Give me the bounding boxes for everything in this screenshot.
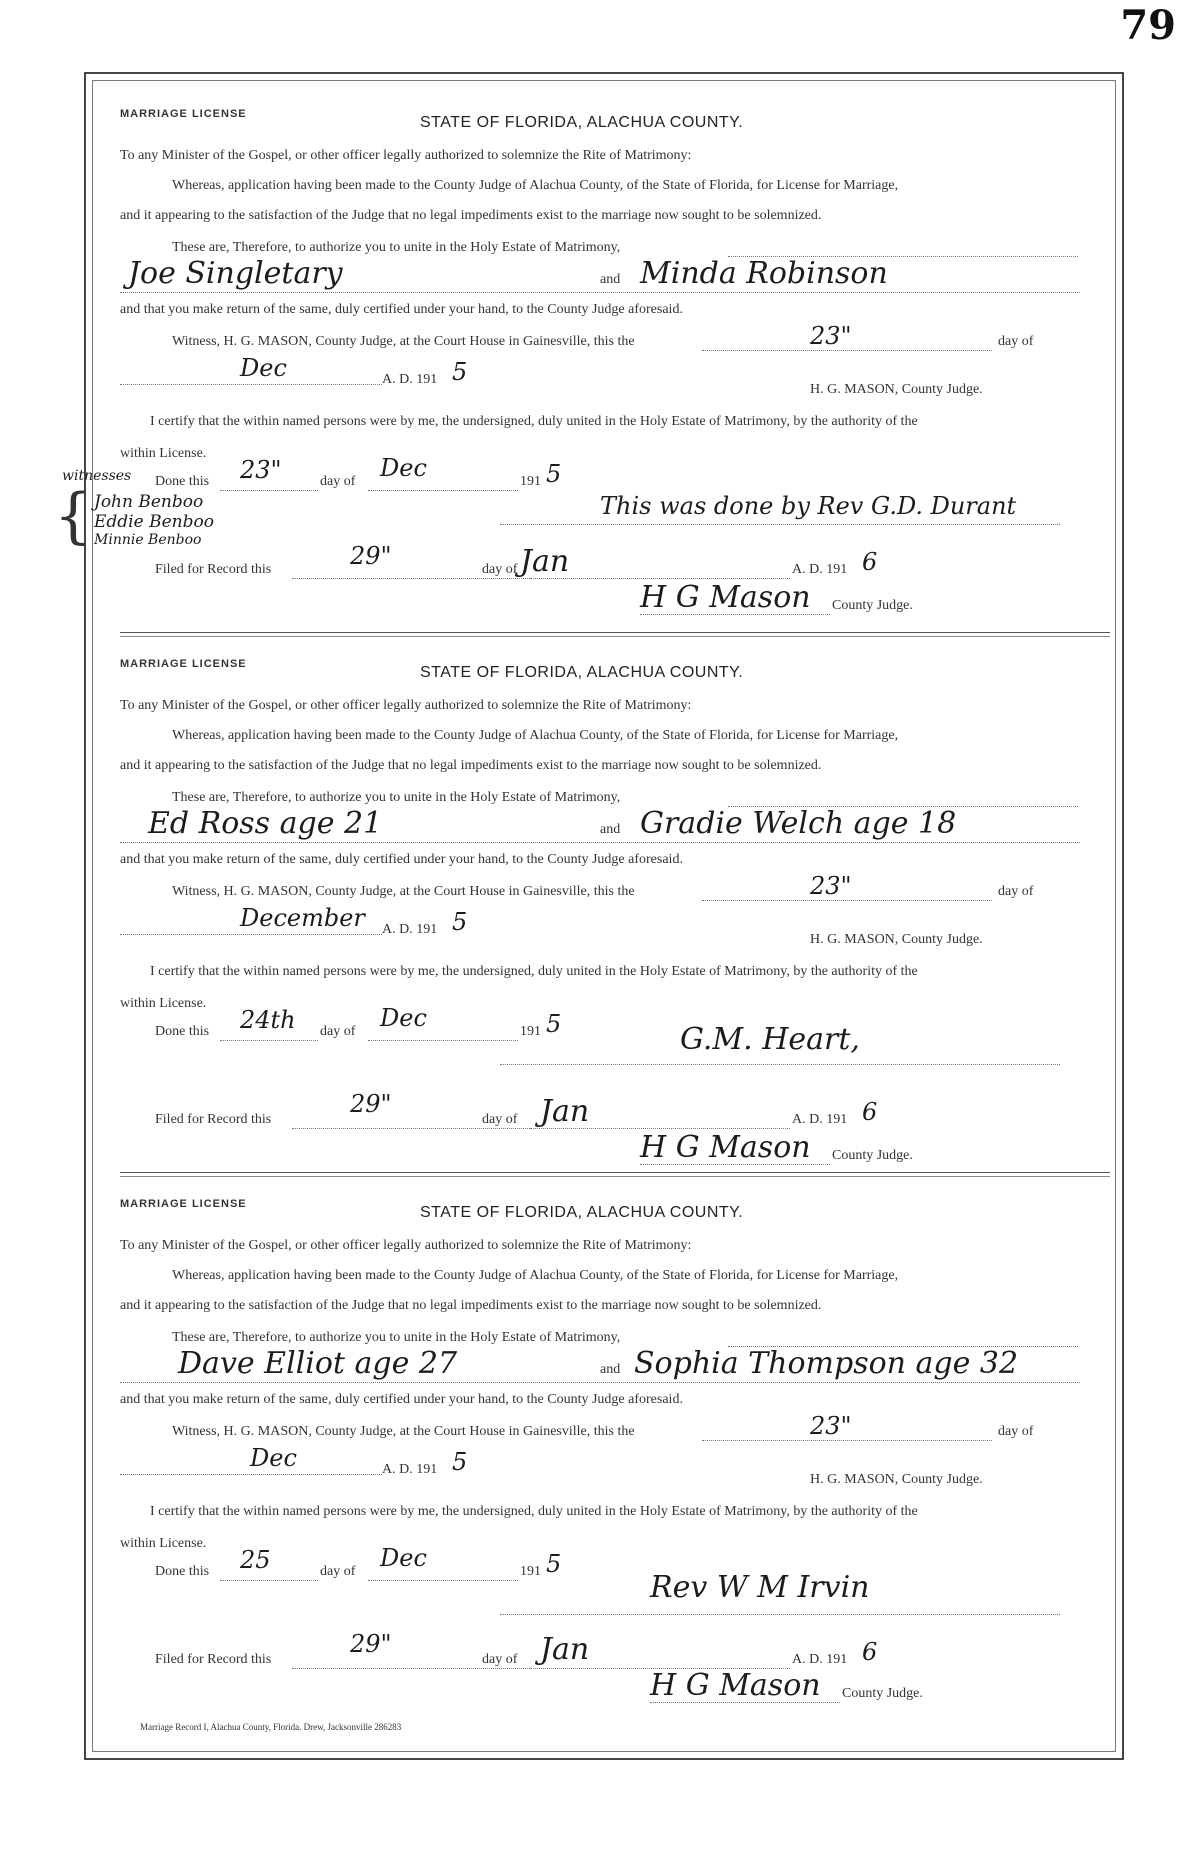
witness-year: 5 [452, 908, 468, 936]
appearing-line: and it appearing to the satisfaction of the Judge that no legal impediments exist to the marriage now sought to be solemnized. [120, 758, 822, 773]
these-are-line: These are, Therefore, to authorize you to unite in the Holy Estate of Matrimony, [172, 1330, 621, 1345]
witness-line: Witness, H. G. MASON, County Judge, at the Court House in Gainesville, this the [172, 1424, 635, 1439]
filed-month: Jan [540, 1632, 590, 1667]
witness-month: Dec [250, 1444, 297, 1472]
dotted-line [500, 1614, 1060, 1615]
dotted-line [220, 1580, 318, 1581]
names-line [120, 292, 1080, 293]
and-label: and [600, 1362, 621, 1377]
within-license: within License. [120, 1536, 207, 1551]
address-line: To any Minister of the Gospel, or other officer legally authorized to solemnize the Rite of Matrimony: [120, 148, 692, 163]
done-year: 5 [546, 1550, 562, 1578]
record-divider [120, 1172, 1110, 1177]
groom-name: Dave Elliot age 27 [178, 1346, 458, 1381]
done-day: 23" [240, 456, 282, 484]
ad-label: A. D. 191 [382, 922, 438, 937]
filed-year: 6 [862, 548, 878, 576]
filed-year: 6 [862, 1098, 878, 1126]
witness-name: Minnie Benboo [94, 532, 202, 548]
dotted-line [220, 490, 318, 491]
officiant-signature: G.M. Heart, [680, 1022, 860, 1057]
county-judge-label: County Judge. [832, 598, 913, 613]
county-judge-label: County Judge. [842, 1686, 923, 1701]
day-of-label: day of [320, 474, 356, 489]
filed-month: Jan [520, 544, 570, 579]
county-judge-label: County Judge. [832, 1148, 913, 1163]
bride-name: Sophia Thompson age 32 [634, 1346, 1019, 1381]
done-this-label: Done this [155, 474, 210, 489]
filed-year: 6 [862, 1638, 878, 1666]
filed-label: Filed for Record this [155, 1652, 272, 1667]
footer-imprint: Marriage Record I, Alachua County, Florida. Drew, Jacksonville 286283 [140, 1722, 402, 1732]
witnesses-label: witnesses [62, 468, 132, 484]
filed-month: Jan [540, 1094, 590, 1129]
done-month: Dec [380, 1544, 427, 1572]
witness-line: Witness, H. G. MASON, County Judge, at the Court House in Gainesville, this the [172, 334, 635, 349]
dotted-line [640, 1164, 830, 1165]
day-of-label: day of [998, 334, 1034, 349]
return-line: and that you make return of the same, duly certified under your hand, to the County Judge aforesaid. [120, 1392, 683, 1407]
filed-day: 29" [350, 542, 392, 570]
whereas-line: Whereas, application having been made to the County Judge of Alachua County, of the State of Florida, for License for Marriage, [172, 178, 899, 193]
witness-line: Witness, H. G. MASON, County Judge, at the Court House in Gainesville, this the [172, 884, 635, 899]
year-label: 191 [520, 1024, 541, 1039]
marriage-license-2 [120, 646, 1080, 1186]
dotted-line [120, 934, 382, 935]
ad-label: A. D. 191 [792, 562, 848, 577]
witness-name: John Benboo [94, 492, 204, 512]
dotted-line [702, 350, 992, 351]
dotted-line [368, 1580, 518, 1581]
ad-label: A. D. 191 [792, 1652, 848, 1667]
bride-name: Gradie Welch age 18 [640, 806, 957, 841]
witness-name: Eddie Benboo [94, 512, 214, 532]
page-number: 79 [1120, 2, 1176, 49]
filed-day: 29" [350, 1630, 392, 1658]
appearing-line: and it appearing to the satisfaction of the Judge that no legal impediments exist to the marriage now sought to be solemnized. [120, 208, 822, 223]
ad-label: A. D. 191 [382, 1462, 438, 1477]
dotted-line [702, 1440, 992, 1441]
done-day: 24th [240, 1006, 296, 1034]
within-license: within License. [120, 996, 207, 1011]
witness-month: December [240, 904, 365, 932]
witness-year: 5 [452, 1448, 468, 1476]
bride-name: Minda Robinson [640, 256, 888, 291]
day-of-label: day of [482, 1652, 518, 1667]
day-of-label: day of [482, 562, 518, 577]
form-heading: STATE OF FLORIDA, ALACHUA COUNTY. [420, 114, 744, 131]
return-line: and that you make return of the same, duly certified under your hand, to the County Judge aforesaid. [120, 302, 683, 317]
judge-signature: H G Mason [640, 580, 811, 615]
and-label: and [600, 822, 621, 837]
judge-title: H. G. MASON, County Judge. [810, 1472, 983, 1487]
judge-title: H. G. MASON, County Judge. [810, 382, 983, 397]
groom-name: Ed Ross age 21 [148, 806, 383, 841]
names-line [120, 1382, 1080, 1383]
certify-line: I certify that the within named persons were by me, the undersigned, duly united in the Holy Estate of Matrimony, by the authority of the [150, 414, 918, 429]
done-day: 25 [240, 1546, 271, 1574]
dotted-line [368, 1040, 518, 1041]
marriage-license-3 [120, 1186, 1080, 1726]
day-of-label: day of [998, 1424, 1034, 1439]
filed-label: Filed for Record this [155, 562, 272, 577]
witness-year: 5 [452, 358, 468, 386]
dotted-line [500, 1064, 1060, 1065]
groom-name: Joe Singletary [128, 256, 343, 291]
dotted-line [120, 384, 382, 385]
form-label: MARRIAGE LICENSE [120, 658, 247, 670]
form-heading: STATE OF FLORIDA, ALACHUA COUNTY. [420, 664, 744, 681]
ad-label: A. D. 191 [382, 372, 438, 387]
certify-line: I certify that the within named persons were by me, the undersigned, duly united in the Holy Estate of Matrimony, by the authority of the [150, 1504, 918, 1519]
form-label: MARRIAGE LICENSE [120, 108, 247, 120]
these-are-line: These are, Therefore, to authorize you to unite in the Holy Estate of Matrimony, [172, 240, 621, 255]
dotted-line [500, 524, 1060, 525]
record-divider [120, 632, 1110, 637]
witness-brace: { [54, 481, 93, 551]
judge-signature: H G Mason [640, 1130, 811, 1165]
whereas-line: Whereas, application having been made to the County Judge of Alachua County, of the State of Florida, for License for Marriage, [172, 728, 899, 743]
done-this-label: Done this [155, 1024, 210, 1039]
address-line: To any Minister of the Gospel, or other officer legally authorized to solemnize the Rite of Matrimony: [120, 1238, 692, 1253]
year-label: 191 [520, 474, 541, 489]
form-label: MARRIAGE LICENSE [120, 1198, 247, 1210]
day-of-label: day of [998, 884, 1034, 899]
officiant-signature: Rev W M Irvin [650, 1570, 870, 1605]
dotted-line [650, 1702, 840, 1703]
done-this-label: Done this [155, 1564, 210, 1579]
day-of-label: day of [482, 1112, 518, 1127]
done-month: Dec [380, 1004, 427, 1032]
day-of-label: day of [320, 1024, 356, 1039]
form-heading: STATE OF FLORIDA, ALACHUA COUNTY. [420, 1204, 744, 1221]
day-of-label: day of [320, 1564, 356, 1579]
judge-signature: H G Mason [650, 1668, 821, 1703]
dotted-line [120, 1474, 382, 1475]
these-are-line: These are, Therefore, to authorize you to unite in the Holy Estate of Matrimony, [172, 790, 621, 805]
certify-line: I certify that the within named persons were by me, the undersigned, duly united in the Holy Estate of Matrimony, by the authority of the [150, 964, 918, 979]
dotted-line [368, 490, 518, 491]
filed-label: Filed for Record this [155, 1112, 272, 1127]
witness-month: Dec [240, 354, 287, 382]
and-label: and [600, 272, 621, 287]
names-line [120, 842, 1080, 843]
whereas-line: Whereas, application having been made to the County Judge of Alachua County, of the State of Florida, for License for Marriage, [172, 1268, 899, 1283]
done-month: Dec [380, 454, 427, 482]
judge-title: H. G. MASON, County Judge. [810, 932, 983, 947]
dotted-line [640, 614, 830, 615]
filed-day: 29" [350, 1090, 392, 1118]
dotted-line [220, 1040, 318, 1041]
witness-day: 23" [810, 1412, 852, 1440]
ad-label: A. D. 191 [792, 1112, 848, 1127]
witness-day: 23" [810, 872, 852, 900]
return-line: and that you make return of the same, duly certified under your hand, to the County Judge aforesaid. [120, 852, 683, 867]
officiant-signature: This was done by Rev G.D. Durant [600, 492, 1017, 520]
address-line: To any Minister of the Gospel, or other officer legally authorized to solemnize the Rite of Matrimony: [120, 698, 692, 713]
within-license: within License. [120, 446, 207, 461]
done-year: 5 [546, 1010, 562, 1038]
witness-day: 23" [810, 322, 852, 350]
appearing-line: and it appearing to the satisfaction of the Judge that no legal impediments exist to the marriage now sought to be solemnized. [120, 1298, 822, 1313]
done-year: 5 [546, 460, 562, 488]
dotted-line [702, 900, 992, 901]
marriage-license-1 [54, 96, 1080, 636]
year-label: 191 [520, 1564, 541, 1579]
